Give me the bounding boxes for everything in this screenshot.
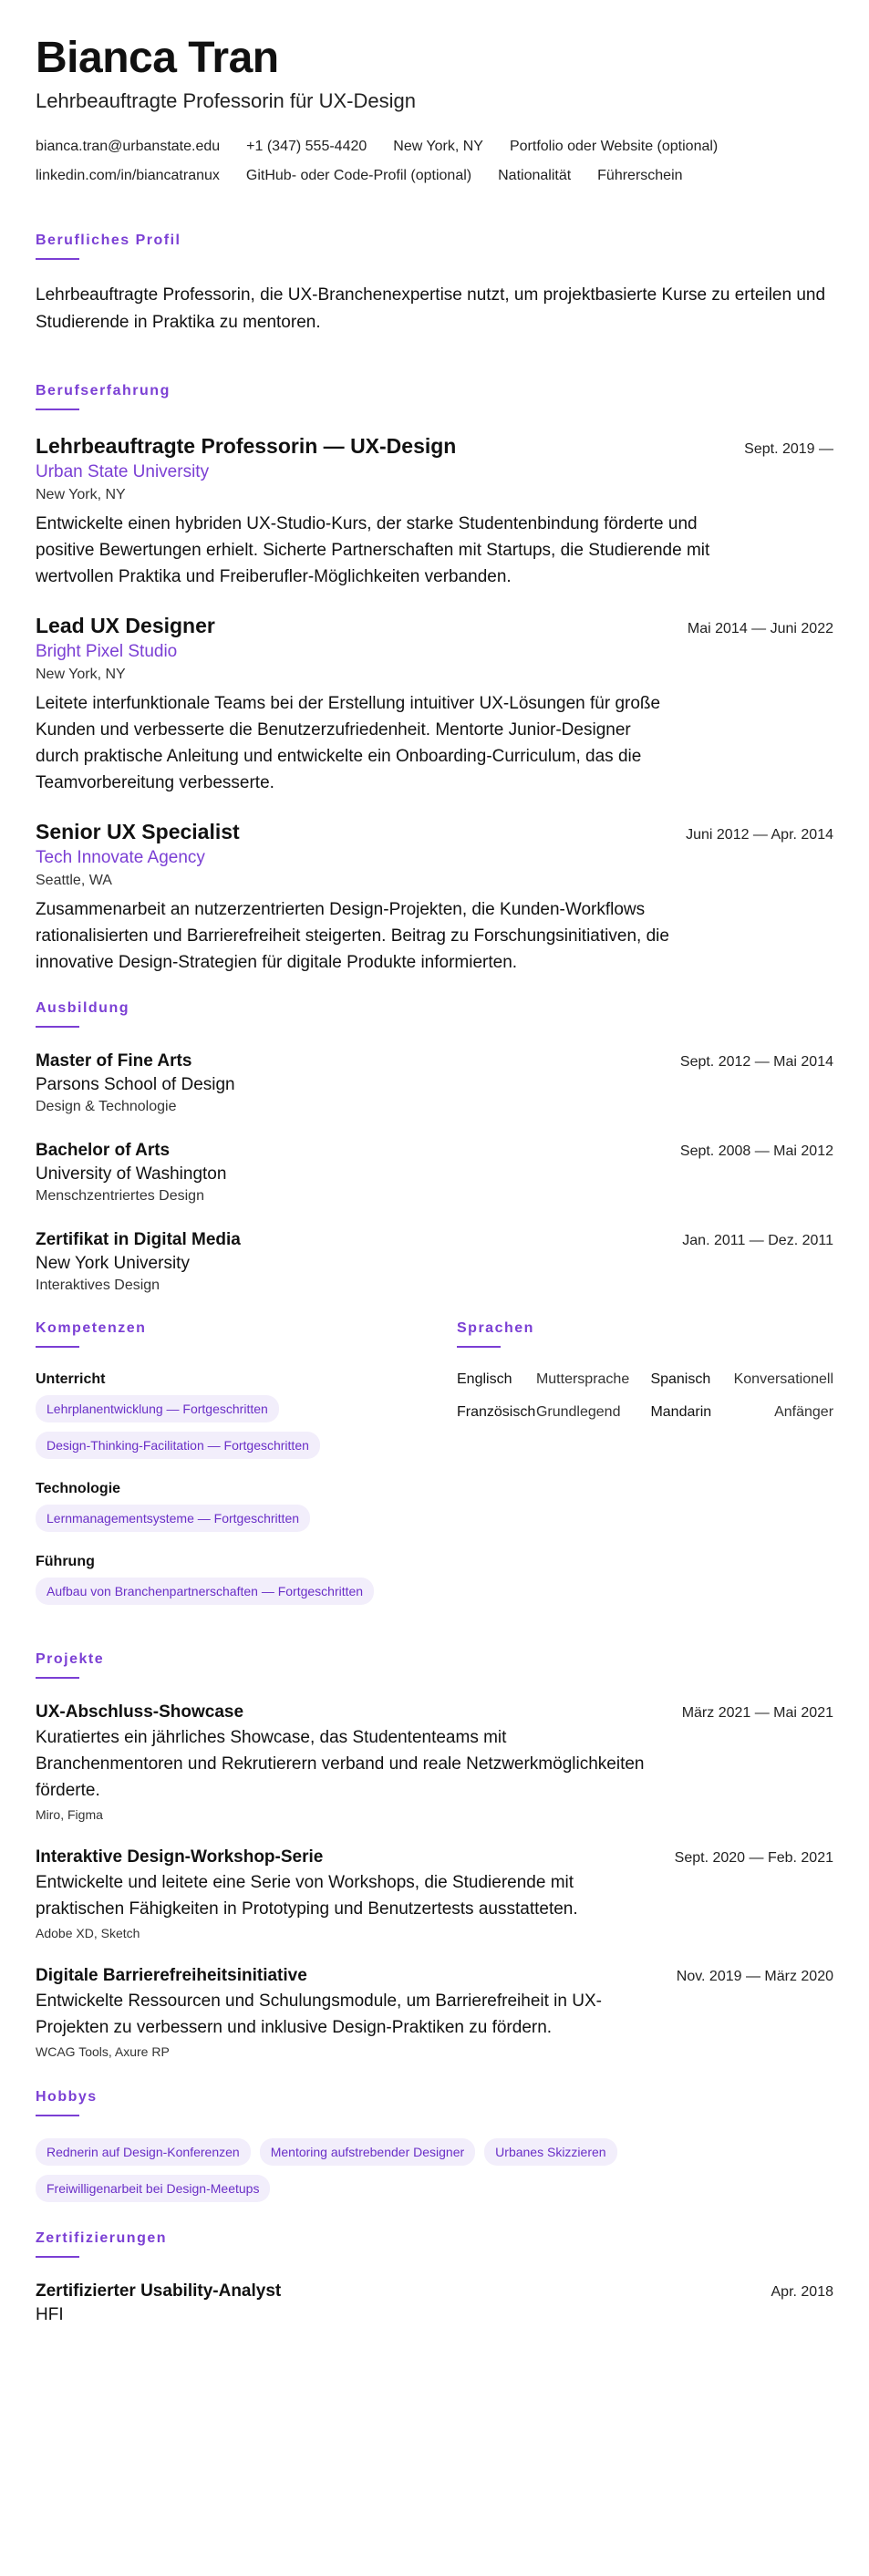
section-title: Hobbys — [36, 2089, 98, 2105]
skill-tag: Lernmanagementsysteme — Fortgeschritten — [36, 1505, 310, 1532]
job-date: Mai 2014 — Juni 2022 — [687, 621, 833, 636]
contact-location: New York, NY — [393, 139, 483, 154]
certification-date: Apr. 2018 — [771, 2284, 833, 2300]
project-tools: Miro, Figma — [36, 1807, 103, 1822]
section-divider — [36, 258, 79, 260]
skill-tag: Lehrplanentwicklung — Fortgeschritten — [36, 1395, 279, 1422]
school-name: University of Washington — [36, 1164, 227, 1184]
school-name: Parsons School of Design — [36, 1075, 235, 1094]
project-description: Kuratiertes ein jährliches Showcase, das Studententeams mit Branchenmentoren und Rekrutierern verband und reale Netzwerkmöglichkeiten förderte. — [36, 1728, 645, 1800]
skill-tags — [36, 1505, 457, 1532]
candidate-name: Bianca Tran — [36, 34, 279, 82]
section-divider — [36, 1346, 79, 1348]
certification-issuer: HFI — [36, 2305, 64, 2324]
section-title: Projekte — [36, 1651, 105, 1667]
degree-title: Zertifikat in Digital Media — [36, 1230, 241, 1249]
job-location: New York, NY — [36, 487, 126, 502]
hobby-tag: Rednerin auf Design-Konferenzen — [36, 2138, 251, 2166]
project-title: Interaktive Design-Workshop-Serie — [36, 1847, 324, 1867]
experience-section — [36, 382, 833, 976]
skills-languages-row — [36, 1319, 833, 1625]
hobby-tag: Freiwilligenarbeit bei Design-Meetups — [36, 2175, 270, 2202]
section-title: Kompetenzen — [36, 1320, 147, 1336]
skill-tag: Aufbau von Branchenpartnerschaften — Fortgeschritten — [36, 1578, 374, 1605]
language-row — [457, 1370, 833, 1390]
section-divider — [36, 1677, 79, 1679]
profile-text: Lehrbeauftragte Professorin, die UX-Branchenexpertise nutzt, um projektbasierte Kurse zu erteilen und Studierende in Praktika zu mentoren. — [36, 285, 826, 332]
skill-group-title: Technologie — [36, 1481, 121, 1496]
language-level: Konversationell — [733, 1371, 834, 1387]
experience-entry — [36, 432, 833, 590]
project-entry — [36, 1964, 833, 2061]
project-date: Nov. 2019 — März 2020 — [676, 1969, 833, 1984]
field-of-study: Menschzentriertes Design — [36, 1188, 204, 1204]
project-entry — [36, 1846, 833, 1942]
contact-phone: +1 (347) 555-4420 — [246, 139, 367, 154]
education-date: Jan. 2011 — Dez. 2011 — [682, 1233, 833, 1248]
language-name: Mandarin — [650, 1404, 712, 1420]
hobbies-section — [36, 2088, 833, 2202]
language-name: Spanisch — [650, 1371, 711, 1387]
job-title: Lead UX Designer — [36, 614, 215, 637]
education-date: Sept. 2012 — Mai 2014 — [679, 1054, 833, 1070]
job-location: Seattle, WA — [36, 873, 112, 888]
contact-portfolio: Portfolio oder Website (optional) — [509, 139, 719, 154]
section-title: Sprachen — [457, 1320, 534, 1336]
education-date: Sept. 2008 — Mai 2012 — [679, 1143, 833, 1159]
job-title: Lehrbeauftragte Professorin — UX-Design — [36, 434, 457, 458]
project-date: Sept. 2020 — Feb. 2021 — [674, 1850, 833, 1866]
job-date: Sept. 2019 — — [744, 441, 833, 457]
education-entry — [36, 1228, 833, 1296]
project-tools: Adobe XD, Sketch — [36, 1926, 140, 1940]
school-name: New York University — [36, 1254, 190, 1273]
contact-nationality: Nationalität — [498, 168, 572, 183]
job-title: Senior UX Specialist — [36, 820, 240, 843]
resume-header — [36, 33, 833, 186]
job-description: Entwickelte einen hybriden UX-Studio-Kurs, der starke Studentenbindung förderte und positive Bewertungen erhielt. Sicherte Partnerschaften mit Startups, die Studierende mit wertvollen Praktika und Freiberufler-Möglichkeiten verbanden. — [36, 514, 710, 586]
project-description: Entwickelte und leitete eine Serie von Workshops, die Studierende mit praktischen Fähigkeiten in Prototyping und Benutzertests ausstatteten. — [36, 1873, 578, 1919]
experience-entry — [36, 612, 833, 796]
skill-tags — [36, 1395, 457, 1459]
project-title: UX-Abschluss-Showcase — [36, 1702, 244, 1722]
education-entry — [36, 1050, 833, 1117]
section-title: Ausbildung — [36, 1000, 129, 1016]
language-level: Muttersprache — [535, 1371, 630, 1387]
skills-section — [36, 1319, 457, 1625]
section-title: Berufserfahrung — [36, 383, 171, 398]
language-name: Englisch — [457, 1371, 512, 1387]
degree-title: Bachelor of Arts — [36, 1141, 171, 1160]
field-of-study: Interaktives Design — [36, 1278, 160, 1293]
certification-entry — [36, 2280, 833, 2327]
profile-section — [36, 232, 833, 336]
hobby-tag: Mentoring aufstrebender Designer — [260, 2138, 475, 2166]
contact-linkedin: linkedin.com/in/biancatranux — [36, 168, 220, 183]
language-name: Französisch — [457, 1404, 536, 1420]
project-date: März 2021 — Mai 2021 — [681, 1705, 833, 1721]
project-title: Digitale Barrierefreiheitsinitiative — [36, 1966, 307, 1985]
section-divider — [36, 1026, 79, 1028]
job-company: Urban State University — [36, 462, 210, 481]
language-level: Grundlegend — [535, 1404, 621, 1420]
hobby-tags — [36, 2138, 710, 2202]
section-divider — [36, 2256, 79, 2258]
education-entry — [36, 1139, 833, 1206]
project-tools: WCAG Tools, Axure RP — [36, 2044, 170, 2059]
education-section — [36, 999, 833, 1296]
language-row — [457, 1402, 833, 1422]
field-of-study: Design & Technologie — [36, 1099, 177, 1114]
languages-section — [457, 1319, 833, 1625]
project-entry — [36, 1701, 833, 1824]
contact-row — [36, 166, 833, 186]
language-level: Anfänger — [774, 1404, 834, 1420]
skill-group-title: Unterricht — [36, 1371, 106, 1387]
job-location: New York, NY — [36, 667, 126, 682]
contact-github: GitHub- oder Code-Profil (optional) — [245, 168, 472, 183]
section-title: Berufliches Profil — [36, 233, 181, 248]
contact-email: bianca.tran@urbanstate.edu — [36, 139, 221, 154]
contact-row — [36, 137, 833, 157]
section-divider — [457, 1346, 501, 1348]
section-title: Zertifizierungen — [36, 2230, 168, 2246]
contact-license: Führerschein — [597, 168, 683, 183]
job-description: Zusammenarbeit an nutzerzentrierten Design-Projekten, die Kunden-Workflows rationalisierten und Barrierefreiheit steigerten. Beitrag zu Forschungsinitiativen, die innovative Design-Strategien für digitale Produkte informierten. — [36, 900, 669, 972]
candidate-title: Lehrbeauftragte Professorin für UX-Design — [36, 89, 416, 112]
section-divider — [36, 2115, 79, 2116]
projects-section — [36, 1650, 833, 2061]
hobby-tag: Urbanes Skizzieren — [484, 2138, 616, 2166]
job-description: Leitete interfunktionale Teams bei der Erstellung intuitiver UX-Lösungen für große Kunden und verbesserte die Benutzerzufriedenheit. Mentorte Junior-Designer durch praktische Anleitung und entwickelte ein Onboarding-Curriculum, das die Teamvorbereitung verbesserte. — [36, 694, 661, 792]
section-divider — [36, 409, 79, 410]
degree-title: Master of Fine Arts — [36, 1051, 192, 1071]
experience-entry — [36, 818, 833, 976]
skill-tags — [36, 1578, 457, 1605]
job-date: Juni 2012 — Apr. 2014 — [686, 827, 833, 843]
project-description: Entwickelte Ressourcen und Schulungsmodule, um Barrierefreiheit in UX-Projekten zu verbessern und inklusive Design-Praktiken zu fördern. — [36, 1991, 602, 2037]
job-company: Tech Innovate Agency — [36, 848, 205, 867]
skill-tag: Design-Thinking-Facilitation — Fortgeschritten — [36, 1432, 320, 1459]
job-company: Bright Pixel Studio — [36, 642, 178, 661]
certification-title: Zertifizierter Usability-Analyst — [36, 2281, 282, 2301]
certifications-section — [36, 2229, 833, 2327]
skill-group-title: Führung — [36, 1554, 95, 1569]
